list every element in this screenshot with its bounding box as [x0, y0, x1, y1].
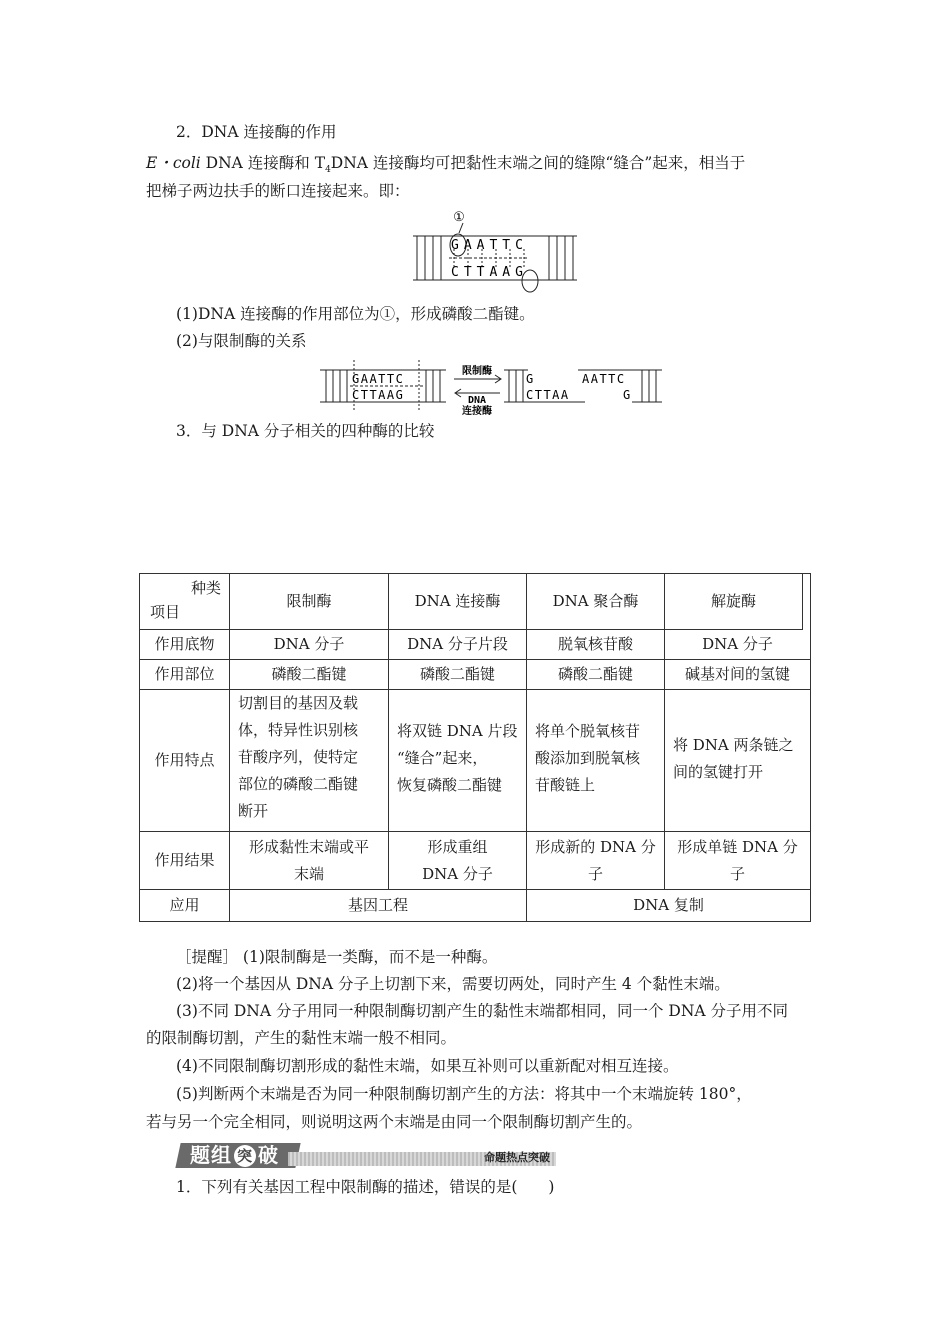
table-cell-multiline: 形成新的 DNA 分 子	[527, 832, 665, 890]
header-ligase: DNA 连接酶	[389, 574, 527, 630]
table-cell-multiline: 将 DNA 两条链之 间的氢键打开	[665, 690, 810, 832]
table-cell-multiline: 形成单链 DNA 分 子	[665, 832, 810, 890]
banner-subtitle: 命题热点突破	[484, 1151, 550, 1164]
tip-5-cont: 若与另一个完全相同，则说明这两个末端是由同一个限制酶切割产生的。	[146, 1113, 643, 1131]
table-cell: DNA 分子	[230, 630, 389, 660]
fragment1-top: G	[526, 372, 534, 386]
paragraph-ligase: E・coli DNA 连接酶和 $T_4DNA$ 连接酶均可把黏性末端之间的缝隙“缝合”起来，相当于	[146, 154, 746, 176]
row-label-result: 作用结果	[140, 832, 230, 890]
table-cell: 磷酸二酯键	[230, 660, 389, 690]
table-cell: 磷酸二酯键	[527, 660, 665, 690]
enzyme-comparison-table	[139, 573, 811, 922]
table-cell: 碱基对间的氢键	[665, 660, 810, 690]
section-heading-ligase: 2．DNA 连接酶的作用	[176, 123, 337, 141]
arrow-label-restriction: 限制酶	[462, 366, 492, 377]
header-restriction: 限制酶	[230, 574, 389, 630]
left-bottom-strand: CTTAAG	[352, 388, 405, 402]
bottom-strand-label: CTTAAG	[451, 265, 528, 280]
banner-title: 题组 突 破	[190, 1143, 279, 1167]
row-label-application: 应用	[140, 890, 230, 921]
row-label-substrate: 作用底物	[140, 630, 230, 660]
section-banner	[178, 1143, 556, 1168]
row-label-feature: 作用特点	[140, 690, 230, 832]
question-1: 1．下列有关基因工程中限制酶的描述，错误的是( )	[176, 1178, 555, 1196]
tip-5: (5)判断两个末端是否为同一种限制酶切割产生的方法：将其中一个末端旋转 180°，	[176, 1085, 752, 1103]
tip-3: (3)不同 DNA 分子用同一种限制酶切割产生的黏性末端都相同，同一个 DNA 分子用不同	[176, 1002, 789, 1020]
fragment1-bottom: CTTAA	[526, 388, 570, 402]
table-cell-multiline: 将单个脱氧核苷 酸添加到脱氧核 苷酸链上	[527, 690, 665, 832]
item-ligase-site: (1)DNA 连接酶的作用部位为①，形成磷酸二酯键。	[176, 305, 535, 323]
header-polymerase: DNA 聚合酶	[527, 574, 665, 630]
fragment2-top: AATTC	[582, 372, 626, 386]
left-top-strand: GAATTC	[352, 372, 405, 386]
table-cell: 基因工程	[230, 890, 527, 921]
fragment2-bottom: G	[623, 388, 631, 402]
item-relation: (2)与限制酶的关系	[176, 332, 307, 350]
table-cell: DNA 复制	[633, 896, 704, 914]
arrow-label-dna: DNA	[467, 395, 487, 406]
table-corner-cell: 种类 项目	[140, 574, 230, 630]
paragraph-ligase-line2: 把梯子两边扶手的断口连接起来。即：	[146, 182, 410, 200]
table-cell-multiline: 将双链 DNA 片段 “缝合”起来， 恢复磷酸二酯键	[389, 690, 527, 832]
site-marker-label: ①	[453, 210, 465, 225]
top-strand-label: GAATTC	[451, 238, 528, 253]
ecoli-term: E・coli	[146, 154, 201, 172]
tip-1: ［提醒］ (1)限制酶是一类酶，而不是一种酶。	[176, 948, 498, 966]
enzyme-relation-diagram	[320, 358, 665, 416]
tip-4: (4)不同限制酶切割形成的黏性末端，如果互补则可以重新配对相互连接。	[176, 1057, 679, 1075]
table-cell: 脱氧核苷酸	[527, 630, 665, 660]
table-cell: DNA 分子	[665, 630, 810, 660]
tip-2: (2)将一个基因从 DNA 分子上切割下来，需要切两处，同时产生 4 个黏性末端。	[176, 975, 730, 993]
table-cell-multiline: 形成黏性末端或平 末端	[230, 832, 389, 890]
table-cell-multiline: 形成重组 DNA 分子	[389, 832, 527, 890]
banner-badge-icon: 突	[234, 1145, 256, 1167]
header-helicase: 解旋酶	[665, 574, 803, 630]
row-label-site: 作用部位	[140, 660, 230, 690]
table-cell-multiline: 切割目的基因及载 体，特异性识别核 苷酸序列，使特定 部位的磷酸二酯键 断开	[230, 690, 389, 832]
table-cell: DNA 分子片段	[389, 630, 527, 660]
arrow-label-ligase: 连接酶	[462, 406, 492, 416]
tip-3-cont: 的限制酶切割，产生的黏性末端一般不相同。	[146, 1029, 457, 1047]
ligase-site-diagram	[405, 203, 585, 293]
table-cell: 磷酸二酯键	[389, 660, 527, 690]
section-heading-four-enzymes: 3．与 DNA 分子相关的四种酶的比较	[176, 422, 435, 440]
